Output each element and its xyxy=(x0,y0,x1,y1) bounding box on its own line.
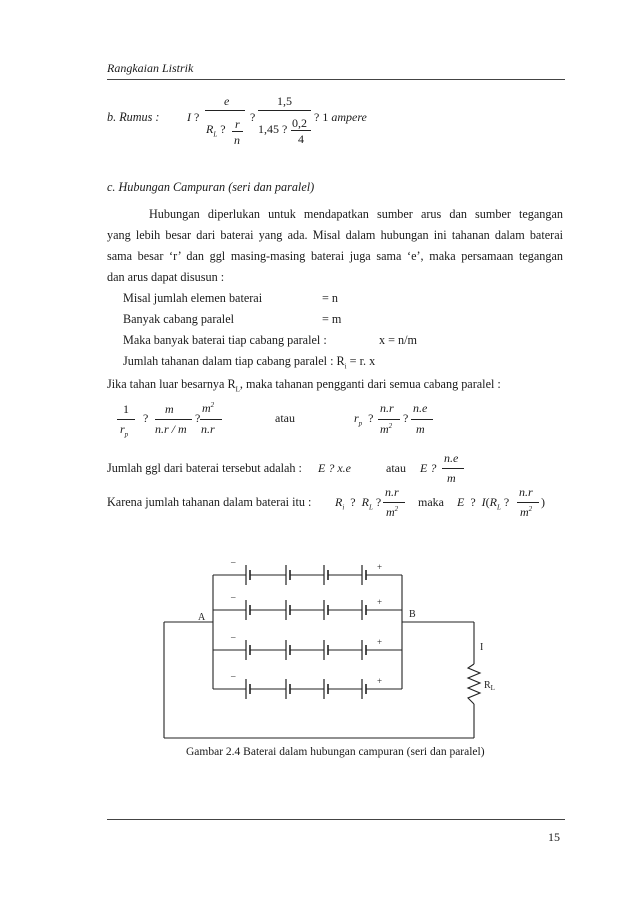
list-item-2-value: = m xyxy=(322,312,342,326)
rp-g1-den: $m^2$ xyxy=(380,422,393,436)
list-item-3-value: x = n/m xyxy=(379,333,418,347)
rp-f1-num: 1 xyxy=(123,402,129,416)
karena-den-2: $m^2$ xyxy=(520,505,533,519)
circuit-wires xyxy=(164,575,480,738)
plus-sign: + xyxy=(377,597,383,607)
para-line-1: Hubungan diperlukan untuk mendapatkan sumber arus dan sumber tegangan xyxy=(149,207,563,221)
rumus-eq-2: ? xyxy=(250,110,256,124)
ggl-atau: atau xyxy=(386,461,406,475)
battery-row xyxy=(213,557,402,585)
label-a: A xyxy=(198,612,206,623)
list-item-1-value: = n xyxy=(322,291,339,305)
rp-f2-den: n.r / m xyxy=(155,422,187,436)
ggl-num: n.e xyxy=(444,451,459,465)
battery-row xyxy=(213,592,402,620)
running-header: Rangkaian Listrik xyxy=(107,61,194,75)
rp-g1-num: n.r xyxy=(380,401,394,415)
list-item-1-label: Misal jumlah elemen baterai xyxy=(123,291,263,305)
plus-sign: + xyxy=(377,676,383,686)
ggl-den: m xyxy=(447,471,456,485)
rp-eq-3: ? xyxy=(403,411,409,425)
para-line-3: sama besar ‘r’ dan ggl masing-masing baterai juga sama ‘e’, maka persamaan tegangan xyxy=(107,249,563,263)
page-number: 15 xyxy=(548,830,560,844)
rumus-f2-inner-num: 0,2 xyxy=(292,116,307,130)
karena-den: $m^2$ xyxy=(386,505,399,519)
karena-num-2: n.r xyxy=(519,485,533,499)
rp-eq-2: ? xyxy=(195,411,201,425)
para-line-4: dan arus dapat disusun : xyxy=(107,270,225,284)
battery-rows xyxy=(213,557,402,699)
battery-row xyxy=(213,632,402,660)
minus-sign: – xyxy=(231,671,236,681)
label-i: I xyxy=(480,642,484,653)
rp-lhs: $r_p$ ? xyxy=(354,411,374,428)
footer-rule xyxy=(107,819,565,820)
list-item-4-label: Jumlah tahanan dalam tiap cabang paralel : $R_i = r$. x xyxy=(123,354,376,371)
ggl-lhs: E ? xyxy=(420,461,437,475)
rumus-f2-inner-den: 4 xyxy=(298,132,304,146)
rumus-f1-den: $R_L$ ? xyxy=(206,122,226,139)
list-item-3-label: Maka banyak baterai tiap cabang paralel : xyxy=(123,333,327,347)
karena-close: ) xyxy=(541,495,545,509)
rumus-lhs: I ? xyxy=(187,110,200,124)
minus-sign: – xyxy=(231,557,236,567)
karena-e-lhs: E ? $I(R_L$ ? xyxy=(457,495,510,512)
karena-maka: maka xyxy=(418,495,444,509)
ggl-text: Jumlah ggl dari baterai tersebut adalah : xyxy=(107,461,302,475)
para-line-2: yang lebih besar dari baterai yang ada. Misal dalam hubungan ini tahanan dalam baterai xyxy=(107,228,563,242)
rp-f1-den: $r_p$ xyxy=(120,422,129,439)
rp-f3-num: $m^2$ xyxy=(202,401,215,415)
rl-line: Jika tahan luar besarnya $R_L$, maka tahanan pengganti dari semua cabang paralel : xyxy=(107,377,501,394)
rumus-f1-inner-num: r xyxy=(235,117,240,131)
rumus-result: ? 1 ampere xyxy=(314,110,367,124)
rumus-f2-den: 1,45 ? xyxy=(258,122,288,136)
rp-eq-1: ? xyxy=(143,411,149,425)
rumus-f1-num: e xyxy=(224,94,230,108)
karena-num: n.r xyxy=(385,485,399,499)
rumus-f1-inner-den: n xyxy=(234,133,240,147)
rp-f2-num: m xyxy=(165,402,174,416)
plus-sign: + xyxy=(377,562,383,572)
rp-g2-num: n.e xyxy=(413,401,428,415)
section-c-title: c. Hubungan Campuran (seri dan paralel) xyxy=(107,180,315,194)
minus-sign: – xyxy=(231,592,236,602)
minus-sign: – xyxy=(231,632,236,642)
battery-row xyxy=(213,671,402,699)
plus-sign: + xyxy=(377,637,383,647)
rp-g2-den: m xyxy=(416,422,425,436)
rp-f3-den: n.r xyxy=(201,422,215,436)
label-b: B xyxy=(409,609,416,620)
karena-lhs: $R_i$ ? $R_L$ ? xyxy=(335,495,382,512)
label-rl: $R_L$ xyxy=(484,680,495,692)
rp-atau: atau xyxy=(275,411,295,425)
figure-caption: Gambar 2.4 Baterai dalam hubungan campuran (seri dan paralel) xyxy=(186,746,485,758)
rumus-label: b. Rumus : xyxy=(107,110,160,124)
ggl-expr: E ? x.e xyxy=(318,461,351,475)
list-item-2-label: Banyak cabang paralel xyxy=(123,312,234,326)
karena-text: Karena jumlah tahanan dalam baterai itu : xyxy=(107,495,312,509)
rumus-f2-num: 1,5 xyxy=(277,94,292,108)
